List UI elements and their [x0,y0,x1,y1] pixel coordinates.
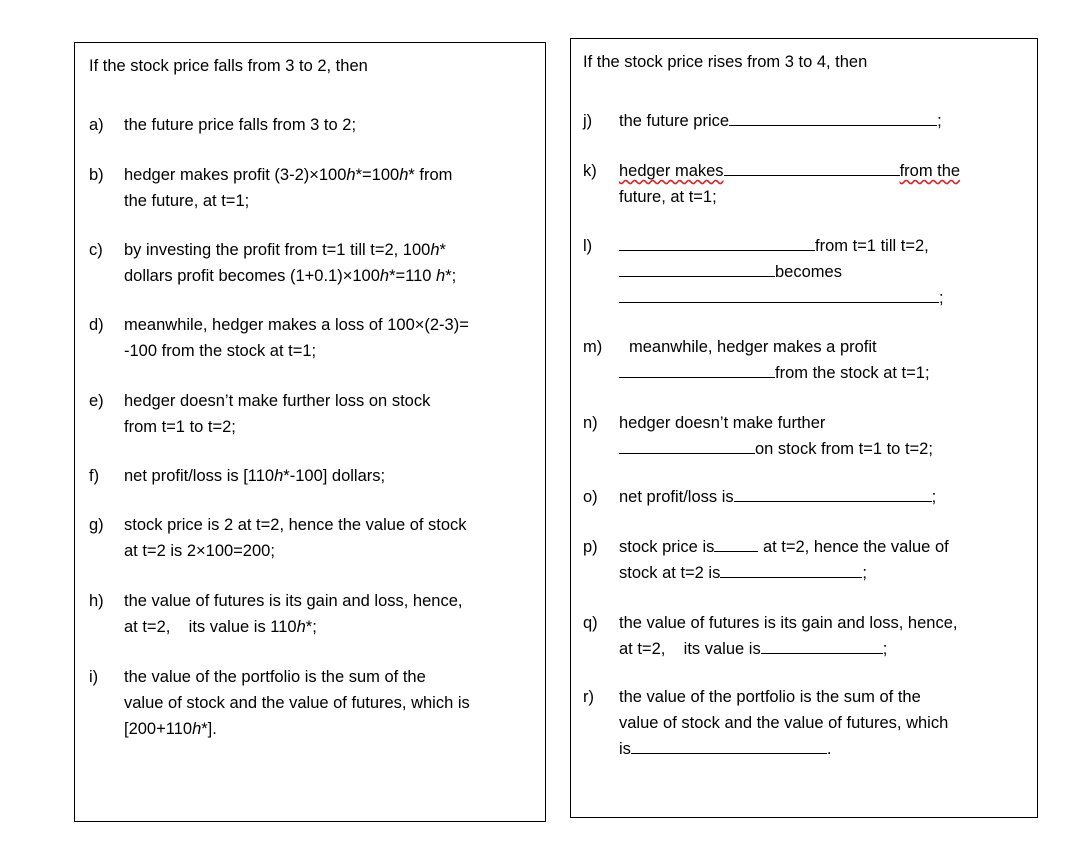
answer-blank[interactable] [729,108,937,126]
item-label: i) [89,668,99,686]
item-label: j) [583,112,593,130]
right-exercise-box: If the stock price rises from 3 to 4, then j) the future price ; k) hedger makes from the future, at t=1; l) from t=1 till t=2, becomes ; m) meanwhile, hedger makes a profit from the stock at t=1; n) hedger doesn’t make further on stock from t=1 to t=2; o) net profit/loss is ; p) stock price is at t=2, hence the value of stock at t=2 is ; q) the value of futures is its gain and loss, hence, at t=2, its value is ; r) the value of the portfolio is the sum of the value of stock and the value of futures, which is . [570,38,1038,818]
item-label: g) [89,516,104,534]
answer-blank[interactable] [619,360,775,378]
right-heading: If the stock price rises from 3 to 4, then [583,53,868,71]
answer-blank[interactable] [619,285,939,303]
answer-blank[interactable] [720,560,862,578]
answer-blank[interactable] [631,736,827,754]
answer-blank[interactable] [619,259,775,277]
left-worked-example-box: If the stock price falls from 3 to 2, then a) the future price falls from 3 to 2; b) hedger makes profit (3-2)×100h*=100h* from the future, at t=1; c) by investing the profit from t=1 till t=2, 100h* dollars profit becomes (1+0.1)×100h*=110 h*; d) meanwhile, hedger makes a loss of 100×(2-3)= -100 from the stock at t=1; e) hedger doesn’t make further loss on stock from t=1 to t=2; f) net profit/loss is [110h*-100] dollars; g) stock price is 2 at t=2, hence the value of stock at t=2 is 2×100=200; h) the value of futures is its gain and loss, hence, at t=2, its value is 110h*; i) the value of the portfolio is the sum of the value of stock and the value of futures, which is [200+110h*]. [74,42,546,822]
item-label: l) [583,237,593,255]
answer-blank[interactable] [734,484,932,502]
item-label: r) [583,688,594,706]
item-label: o) [583,488,598,506]
item-label: f) [89,467,100,485]
item-label: d) [89,316,104,334]
left-heading: If the stock price falls from 3 to 2, then [89,57,368,75]
answer-blank[interactable] [619,233,815,251]
answer-blank[interactable] [714,534,758,552]
item-label: a) [89,116,104,134]
answer-blank[interactable] [724,158,900,176]
item-label: p) [583,538,598,556]
item-label: k) [583,162,597,180]
item-label: q) [583,614,598,632]
answer-blank[interactable] [761,636,883,654]
item-label: b) [89,166,104,184]
item-label: n) [583,414,598,432]
item-label: h) [89,592,104,610]
item-label: e) [89,392,104,410]
item-label: c) [89,241,103,259]
item-label: m) [583,338,603,356]
answer-blank[interactable] [619,436,755,454]
